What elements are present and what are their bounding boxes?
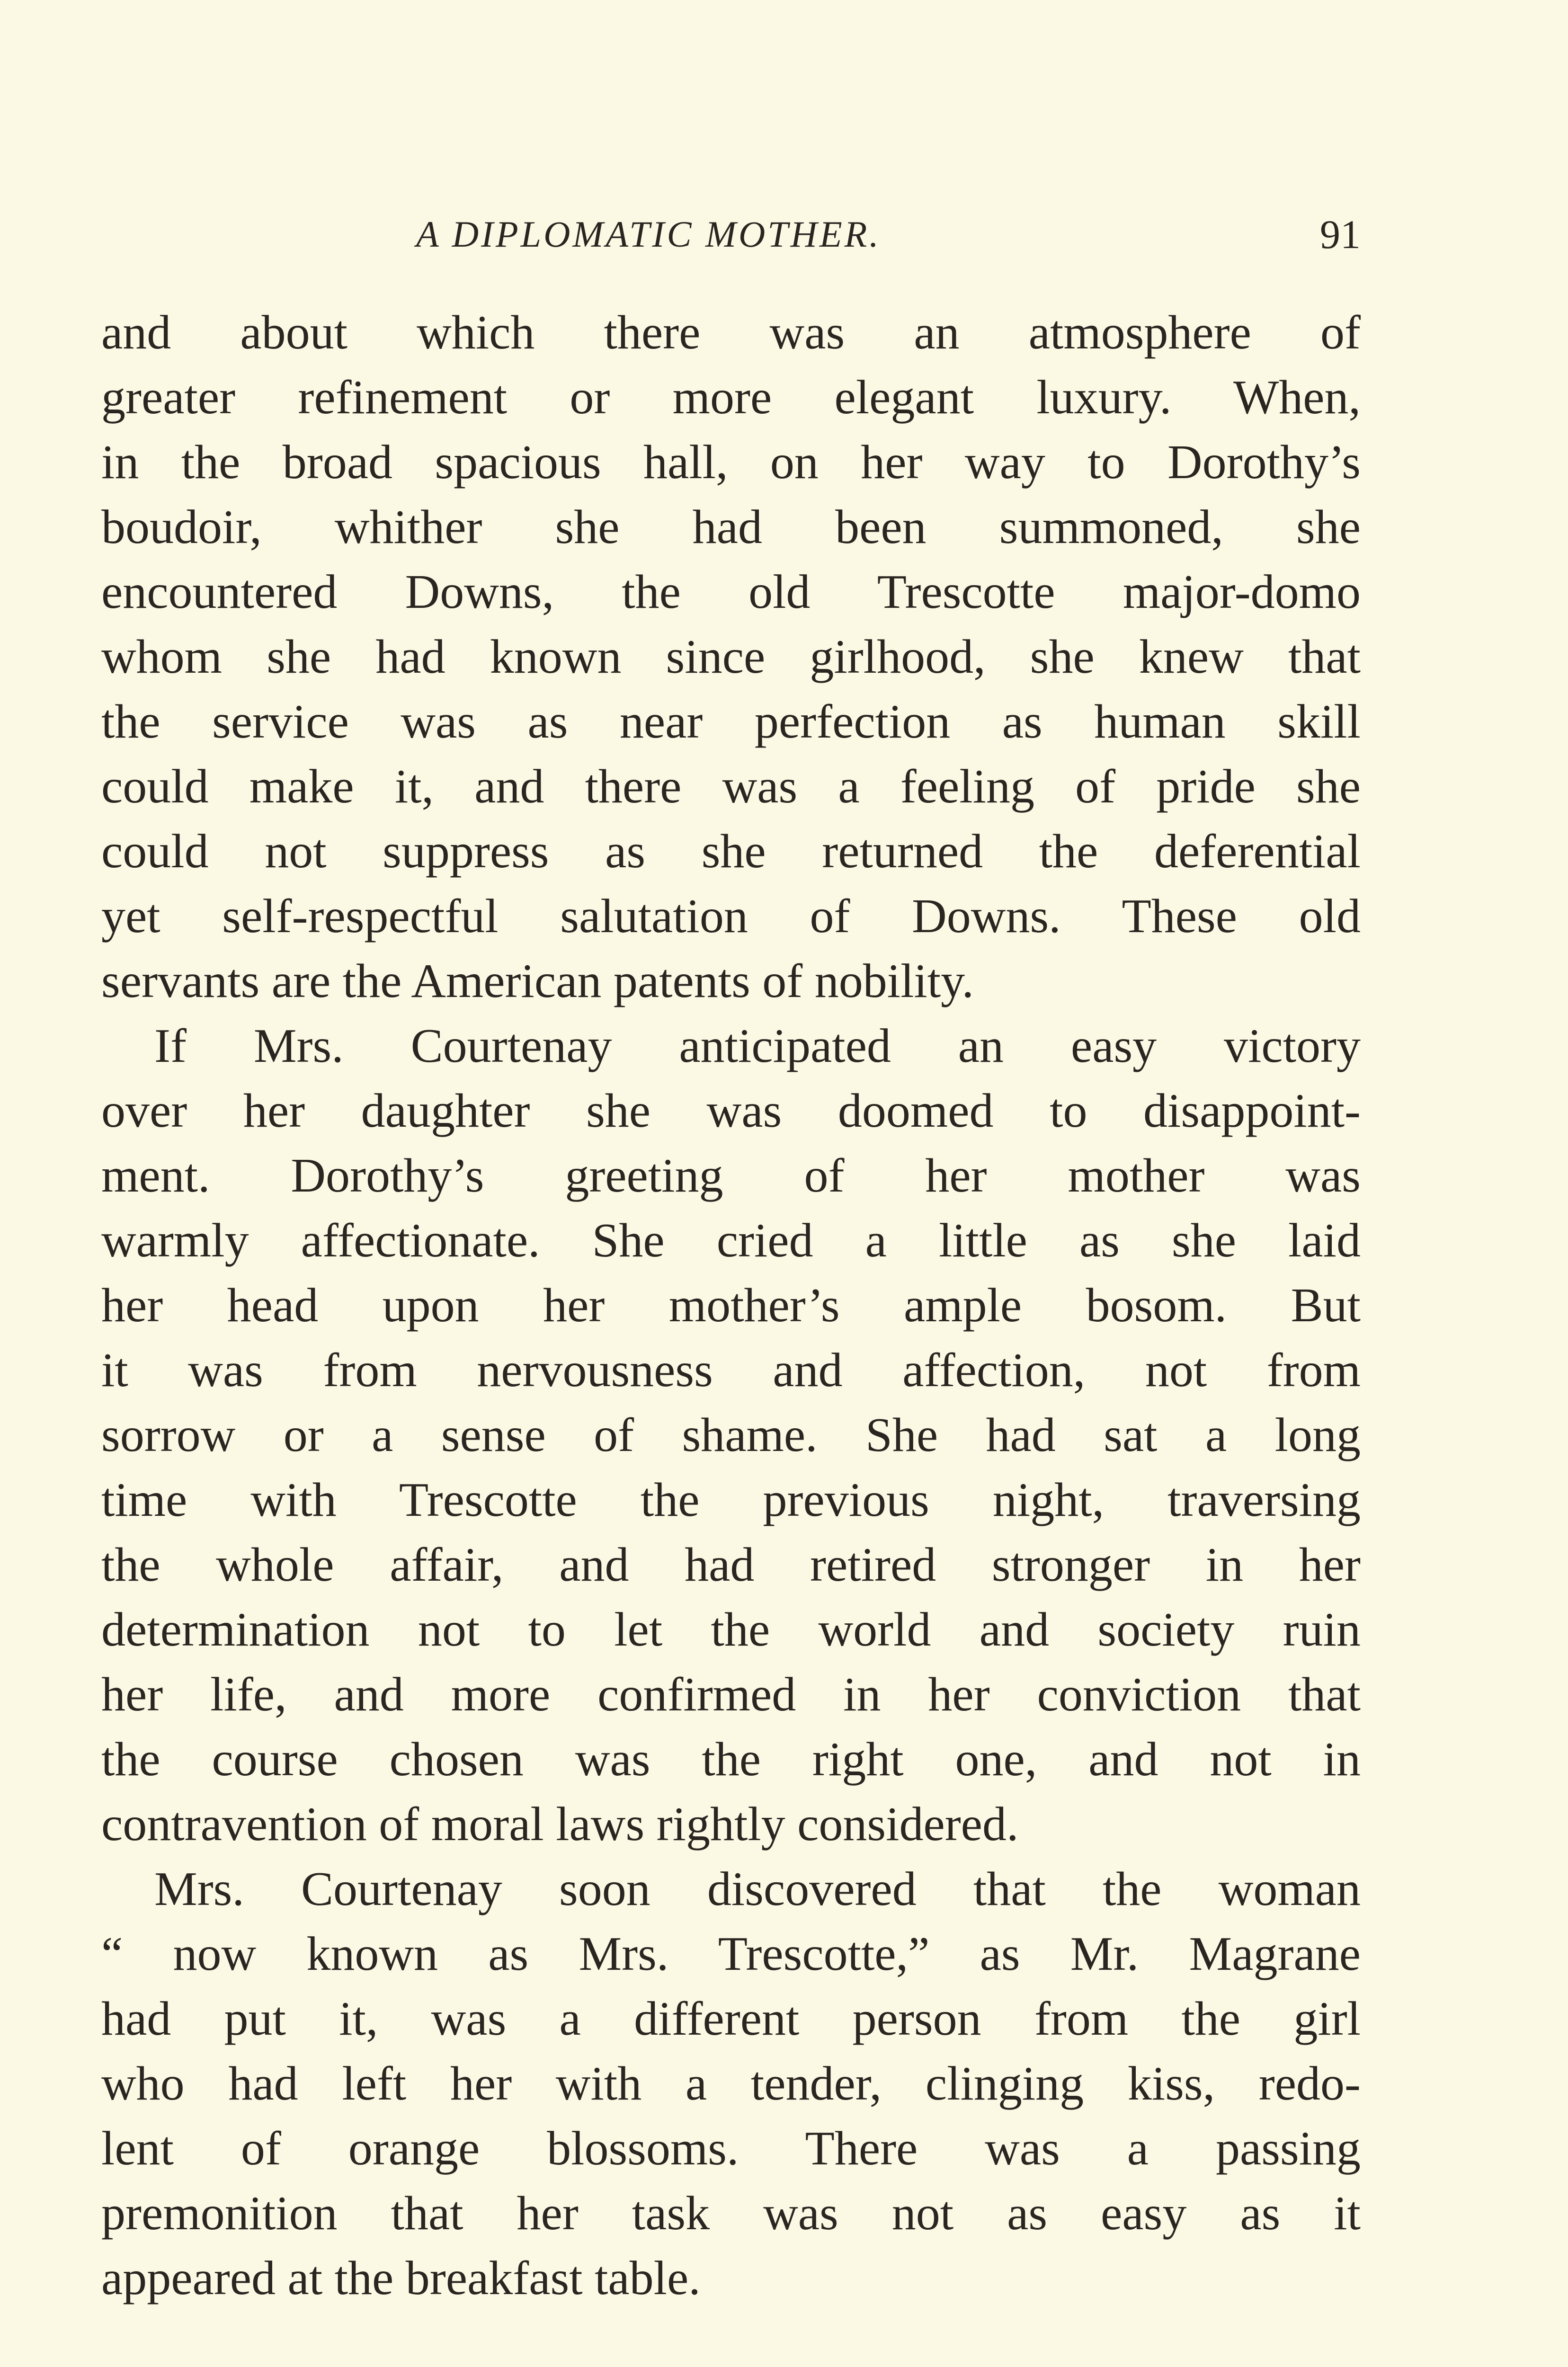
text-line: her head upon her mother’s ample bosom. But: [101, 1279, 1361, 1332]
paragraph-2: [101, 1014, 1361, 1857]
text-line: warmly affectionate. She cried a little as she laid: [101, 1214, 1361, 1267]
text-line: it was from nervousness and affection, not from: [101, 1344, 1361, 1397]
text-line: could make it, and there was a feeling of pride she: [101, 760, 1361, 813]
text-line: could not suppress as she returned the deferential: [101, 825, 1361, 878]
text-line: in the broad spacious hall, on her way to Dorothy’s: [101, 436, 1361, 489]
page-number: 91: [1320, 212, 1361, 257]
text-line: If Mrs. Courtenay anticipated an easy victory: [154, 1019, 1361, 1073]
text-line: time with Trescotte the previous night, traversing: [101, 1473, 1361, 1527]
text-line: her life, and more confirmed in her conviction that: [101, 1668, 1361, 1721]
text-line: greater refinement or more elegant luxury. When,: [101, 371, 1361, 424]
text-line: appeared at the breakfast table.: [101, 2251, 701, 2305]
paragraph-1: [101, 300, 1361, 1014]
text-line: the service was as near perfection as human skill: [101, 695, 1361, 748]
paragraph-3: [101, 1857, 1361, 2311]
text-line: Mrs. Courtenay soon discovered that the woman: [154, 1862, 1361, 1916]
text-line: yet self-respectful salutation of Downs. These old: [101, 890, 1361, 943]
text-line: sorrow or a sense of shame. She had sat a long: [101, 1408, 1361, 1462]
text-line: encountered Downs, the old Trescotte major-domo: [101, 565, 1361, 619]
text-line: ment. Dorothy’s greeting of her mother was: [101, 1149, 1361, 1202]
text-line: contravention of moral laws rightly considered.: [101, 1797, 1019, 1851]
text-line: who had left her with a tender, clinging kiss, redo-: [101, 2057, 1361, 2110]
text-line: lent of orange blossoms. There was a passing: [101, 2122, 1361, 2175]
text-line: boudoir, whither she had been summoned, she: [101, 500, 1361, 554]
text-line: the course chosen was the right one, and not in: [101, 1733, 1361, 1786]
text-line: the whole affair, and had retired stronger in her: [101, 1538, 1361, 1592]
text-line: premonition that her task was not as easy as it: [101, 2187, 1361, 2240]
body-text: [101, 300, 1361, 2311]
text-line: over her daughter she was doomed to disappoint-: [101, 1084, 1361, 1138]
text-line: “ now known as Mrs. Trescotte,” as Mr. Magrane: [101, 1927, 1361, 1981]
text-line: whom she had known since girlhood, she knew that: [101, 630, 1361, 684]
running-head: [101, 208, 1361, 260]
text-line: determination not to let the world and society ruin: [101, 1603, 1361, 1656]
text-line: had put it, was a different person from the girl: [101, 1992, 1361, 2046]
text-line: servants are the American patents of nobility.: [101, 954, 974, 1008]
running-title: A DIPLOMATIC MOTHER.: [416, 214, 881, 255]
text-line: and about which there was an atmosphere of: [101, 306, 1361, 359]
